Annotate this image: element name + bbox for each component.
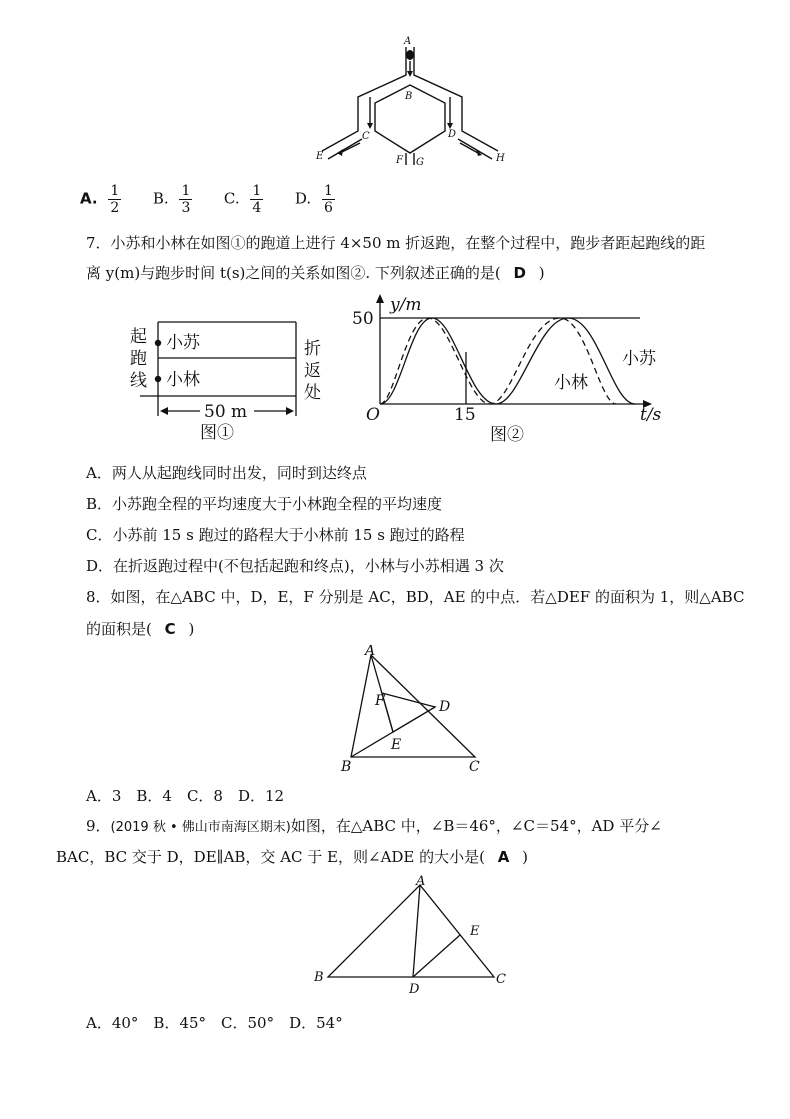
q8-triangle-figure (335, 645, 495, 775)
q7-fig1-turn-char3: 处 (304, 383, 321, 403)
q6-option-d-letter: D. (294, 189, 312, 208)
q9-answer: A (497, 848, 510, 866)
q8-label-e: E (391, 737, 402, 753)
q7-fig2-x-label: t/s (640, 405, 662, 425)
q7-fig2-legend-su: 小苏 (622, 349, 656, 369)
q6-label-h: H (496, 153, 505, 164)
q9-label-b: B (314, 970, 324, 985)
q7-close-paren: ) (538, 264, 545, 282)
q7-stem-line1: 7．小苏和小林在如图①的跑道上进行 4×50 m 折返跑，在整个过程中，跑步者距起跑线的距 (86, 234, 706, 252)
q8-stem-text: 的面积是( (86, 620, 152, 638)
q9-number: 9． (86, 817, 111, 835)
q7-fig2-x-tick: 15 (454, 405, 476, 425)
q7-fig2-y-label: y/m (390, 295, 422, 315)
q9-close-paren: ) (522, 848, 529, 866)
q7-fig1-turn-char1: 折 (304, 339, 321, 359)
q7-option-d: D．在折返跑过程中(不包括起跑和终点)，小林与小苏相遇 3 次 (86, 557, 504, 575)
q6-option-c-letter: C. (223, 189, 240, 208)
q7-fig2-caption: 图② (490, 425, 524, 442)
q8-label-a: A (365, 645, 376, 659)
q6-label-d: D (448, 129, 457, 140)
q7-stem-text: 离 y(m)与跑步时间 t(s)之间的关系如图②. 下列叙述正确的是( (86, 264, 501, 282)
q7-answer: D (513, 264, 526, 282)
q6-hexagon-figure (310, 35, 510, 167)
q7-fig1-caption: 图① (200, 423, 234, 440)
q7-stem-line2 (86, 262, 545, 283)
q6-option-c-fraction: $\frac{1}{4}$ (252, 183, 262, 216)
q7-fig2-y-tick: 50 (352, 309, 374, 329)
q8-close-paren: ) (188, 620, 195, 638)
q6-label-c: C (362, 131, 370, 142)
q7-fig1-turn-char2: 返 (304, 361, 321, 381)
q9-stem-text1: 如图，在△ABC 中，∠B＝46°，∠C＝54°，AD 平分∠ (290, 817, 662, 835)
q9-label-a: A (416, 875, 426, 889)
q6-options (80, 183, 341, 216)
q7-option-a: A．两人从起跑线同时出发，同时到达终点 (86, 464, 367, 482)
q7-fig1-lane-su: 小苏 (166, 333, 200, 353)
q7-fig1-distance: 50 m (204, 402, 248, 422)
q9-label-e: E (470, 924, 480, 939)
q8-stem-line1: 8．如图，在△ABC 中，D，E，F 分别是 AC，BD，AE 的中点．若△DEF 的面积为 1，则△ABC (86, 588, 745, 606)
q8-answer: C (164, 620, 176, 638)
q8-label-b: B (341, 759, 352, 775)
q9-source: (2019 秋 • 佛山市南海区期末) (110, 820, 291, 835)
q9-options: A．40° B．45° C．50° D．54° (86, 1014, 343, 1032)
q9-triangle-figure (310, 875, 520, 1000)
q7-option-b: B．小苏跑全程的平均速度大于小林跑全程的平均速度 (86, 495, 443, 513)
q9-label-c: C (496, 972, 506, 987)
q6-option-a-fraction: $\frac{1}{2}$ (110, 183, 120, 216)
q7-fig1-start-char1: 起 (130, 327, 147, 347)
q8-label-d: D (439, 699, 451, 715)
q9-label-d: D (409, 982, 420, 997)
q7-fig2-series-su (380, 318, 635, 404)
q6-option-b-fraction: $\frac{1}{3}$ (181, 183, 191, 216)
q6-option-a-letter: A. (80, 189, 98, 208)
q6-label-g: G (416, 157, 424, 167)
q8-label-c: C (469, 759, 480, 775)
q8-label-f: F (375, 693, 385, 709)
q9-stem-text2: BAC，BC 交于 D，DE∥AB，交 AC 于 E，则∠ADE 的大小是( (56, 848, 485, 866)
q6-label-f: F (396, 155, 403, 166)
q6-option-b-letter: B. (152, 189, 169, 208)
q9-stem-line2 (56, 846, 528, 867)
q7-fig1-start-char3: 线 (130, 371, 147, 391)
q6-label-b: B (405, 91, 413, 102)
q7-fig2-legend-lin: 小林 (554, 373, 588, 393)
q6-label-a: A (404, 36, 412, 47)
q7-option-c: C．小苏前 15 s 跑过的路程大于小林前 15 s 跑过的路程 (86, 526, 465, 544)
q8-options: A．3 B．4 C．8 D．12 (86, 787, 285, 805)
q7-fig2-origin: O (366, 405, 380, 425)
q7-fig1-lane-lin: 小林 (166, 370, 200, 390)
q7-fig1-start-char2: 跑 (130, 349, 147, 369)
q6-option-d-fraction: $\frac{1}{6}$ (323, 183, 333, 216)
q8-stem-line2 (86, 618, 194, 639)
q9-stem-line1 (86, 815, 662, 836)
q7-figure2-graph (350, 292, 680, 442)
q6-label-e: E (316, 151, 324, 162)
q7-figure1-track (128, 310, 328, 440)
